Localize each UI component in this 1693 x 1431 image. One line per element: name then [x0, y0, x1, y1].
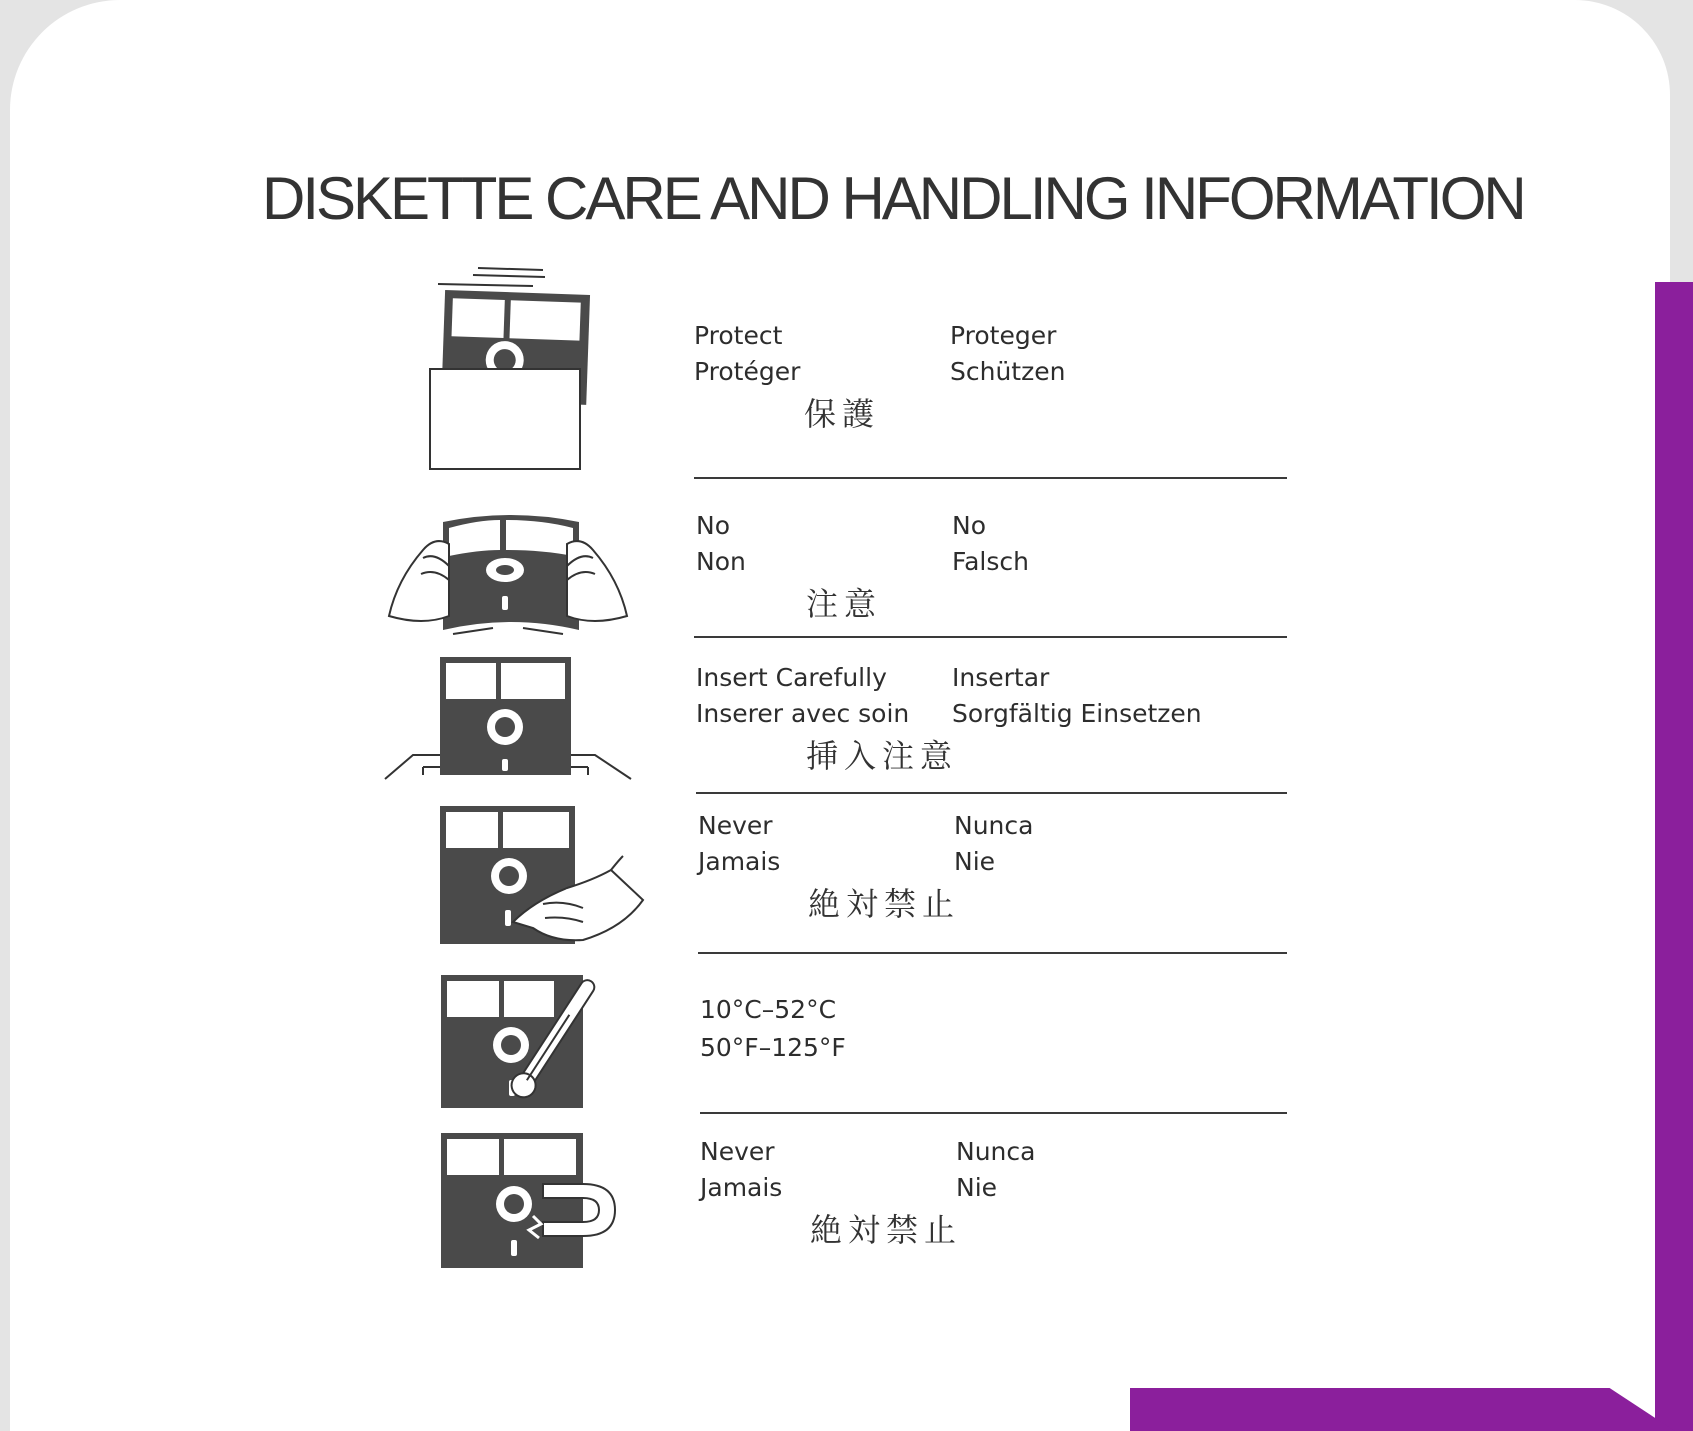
purple-stripe-bottom	[1130, 1388, 1675, 1431]
divider-1	[694, 477, 1287, 479]
label-french: Jamais	[698, 847, 781, 876]
label-spanish: Proteger	[950, 321, 1057, 350]
divider-3	[696, 792, 1287, 794]
label-german: Falsch	[952, 547, 1029, 576]
label-japanese: 注意	[806, 585, 883, 623]
label-english: Protect	[694, 321, 783, 350]
temperature-fahrenheit: 50°F–125°F	[700, 1033, 846, 1062]
label-french: Jamais	[700, 1173, 783, 1202]
label-german: Nie	[956, 1173, 998, 1202]
label-japanese: 絶対禁止	[810, 1211, 963, 1249]
divider-5	[700, 1112, 1287, 1114]
purple-stripe-right	[1655, 282, 1693, 1431]
diskette-magnet-icon	[383, 1128, 643, 1273]
label-english: Never	[698, 811, 773, 840]
label-french: Protéger	[694, 357, 801, 386]
divider-2	[694, 636, 1287, 638]
diskette-insert-drive-icon	[383, 655, 633, 780]
label-spanish: Nunca	[954, 811, 1034, 840]
temperature-celsius: 10°C–52°C	[700, 995, 837, 1024]
label-japanese: 挿入注意	[806, 737, 959, 775]
label-spanish: No	[952, 511, 986, 540]
label-english: Never	[700, 1137, 775, 1166]
label-japanese: 絶対禁止	[808, 885, 961, 923]
label-french: Inserer avec soin	[696, 699, 910, 728]
label-japanese: 保護	[804, 395, 881, 433]
diskette-thermometer-icon	[383, 970, 633, 1110]
diskette-in-sleeve-icon	[383, 262, 593, 472]
label-french: Non	[696, 547, 746, 576]
label-german: Nie	[954, 847, 996, 876]
divider-4	[698, 952, 1287, 954]
label-spanish: Insertar	[952, 663, 1050, 692]
label-german: Schützen	[950, 357, 1066, 386]
label-english: No	[696, 511, 730, 540]
label-spanish: Nunca	[956, 1137, 1036, 1166]
diskette-touch-finger-icon	[383, 800, 653, 950]
label-english: Insert Carefully	[696, 663, 887, 692]
diskette-bending-hands-icon	[383, 500, 633, 640]
label-german: Sorgfältig Einsetzen	[952, 699, 1202, 728]
page-title: DISKETTE CARE AND HANDLING INFORMATION	[262, 165, 1524, 232]
